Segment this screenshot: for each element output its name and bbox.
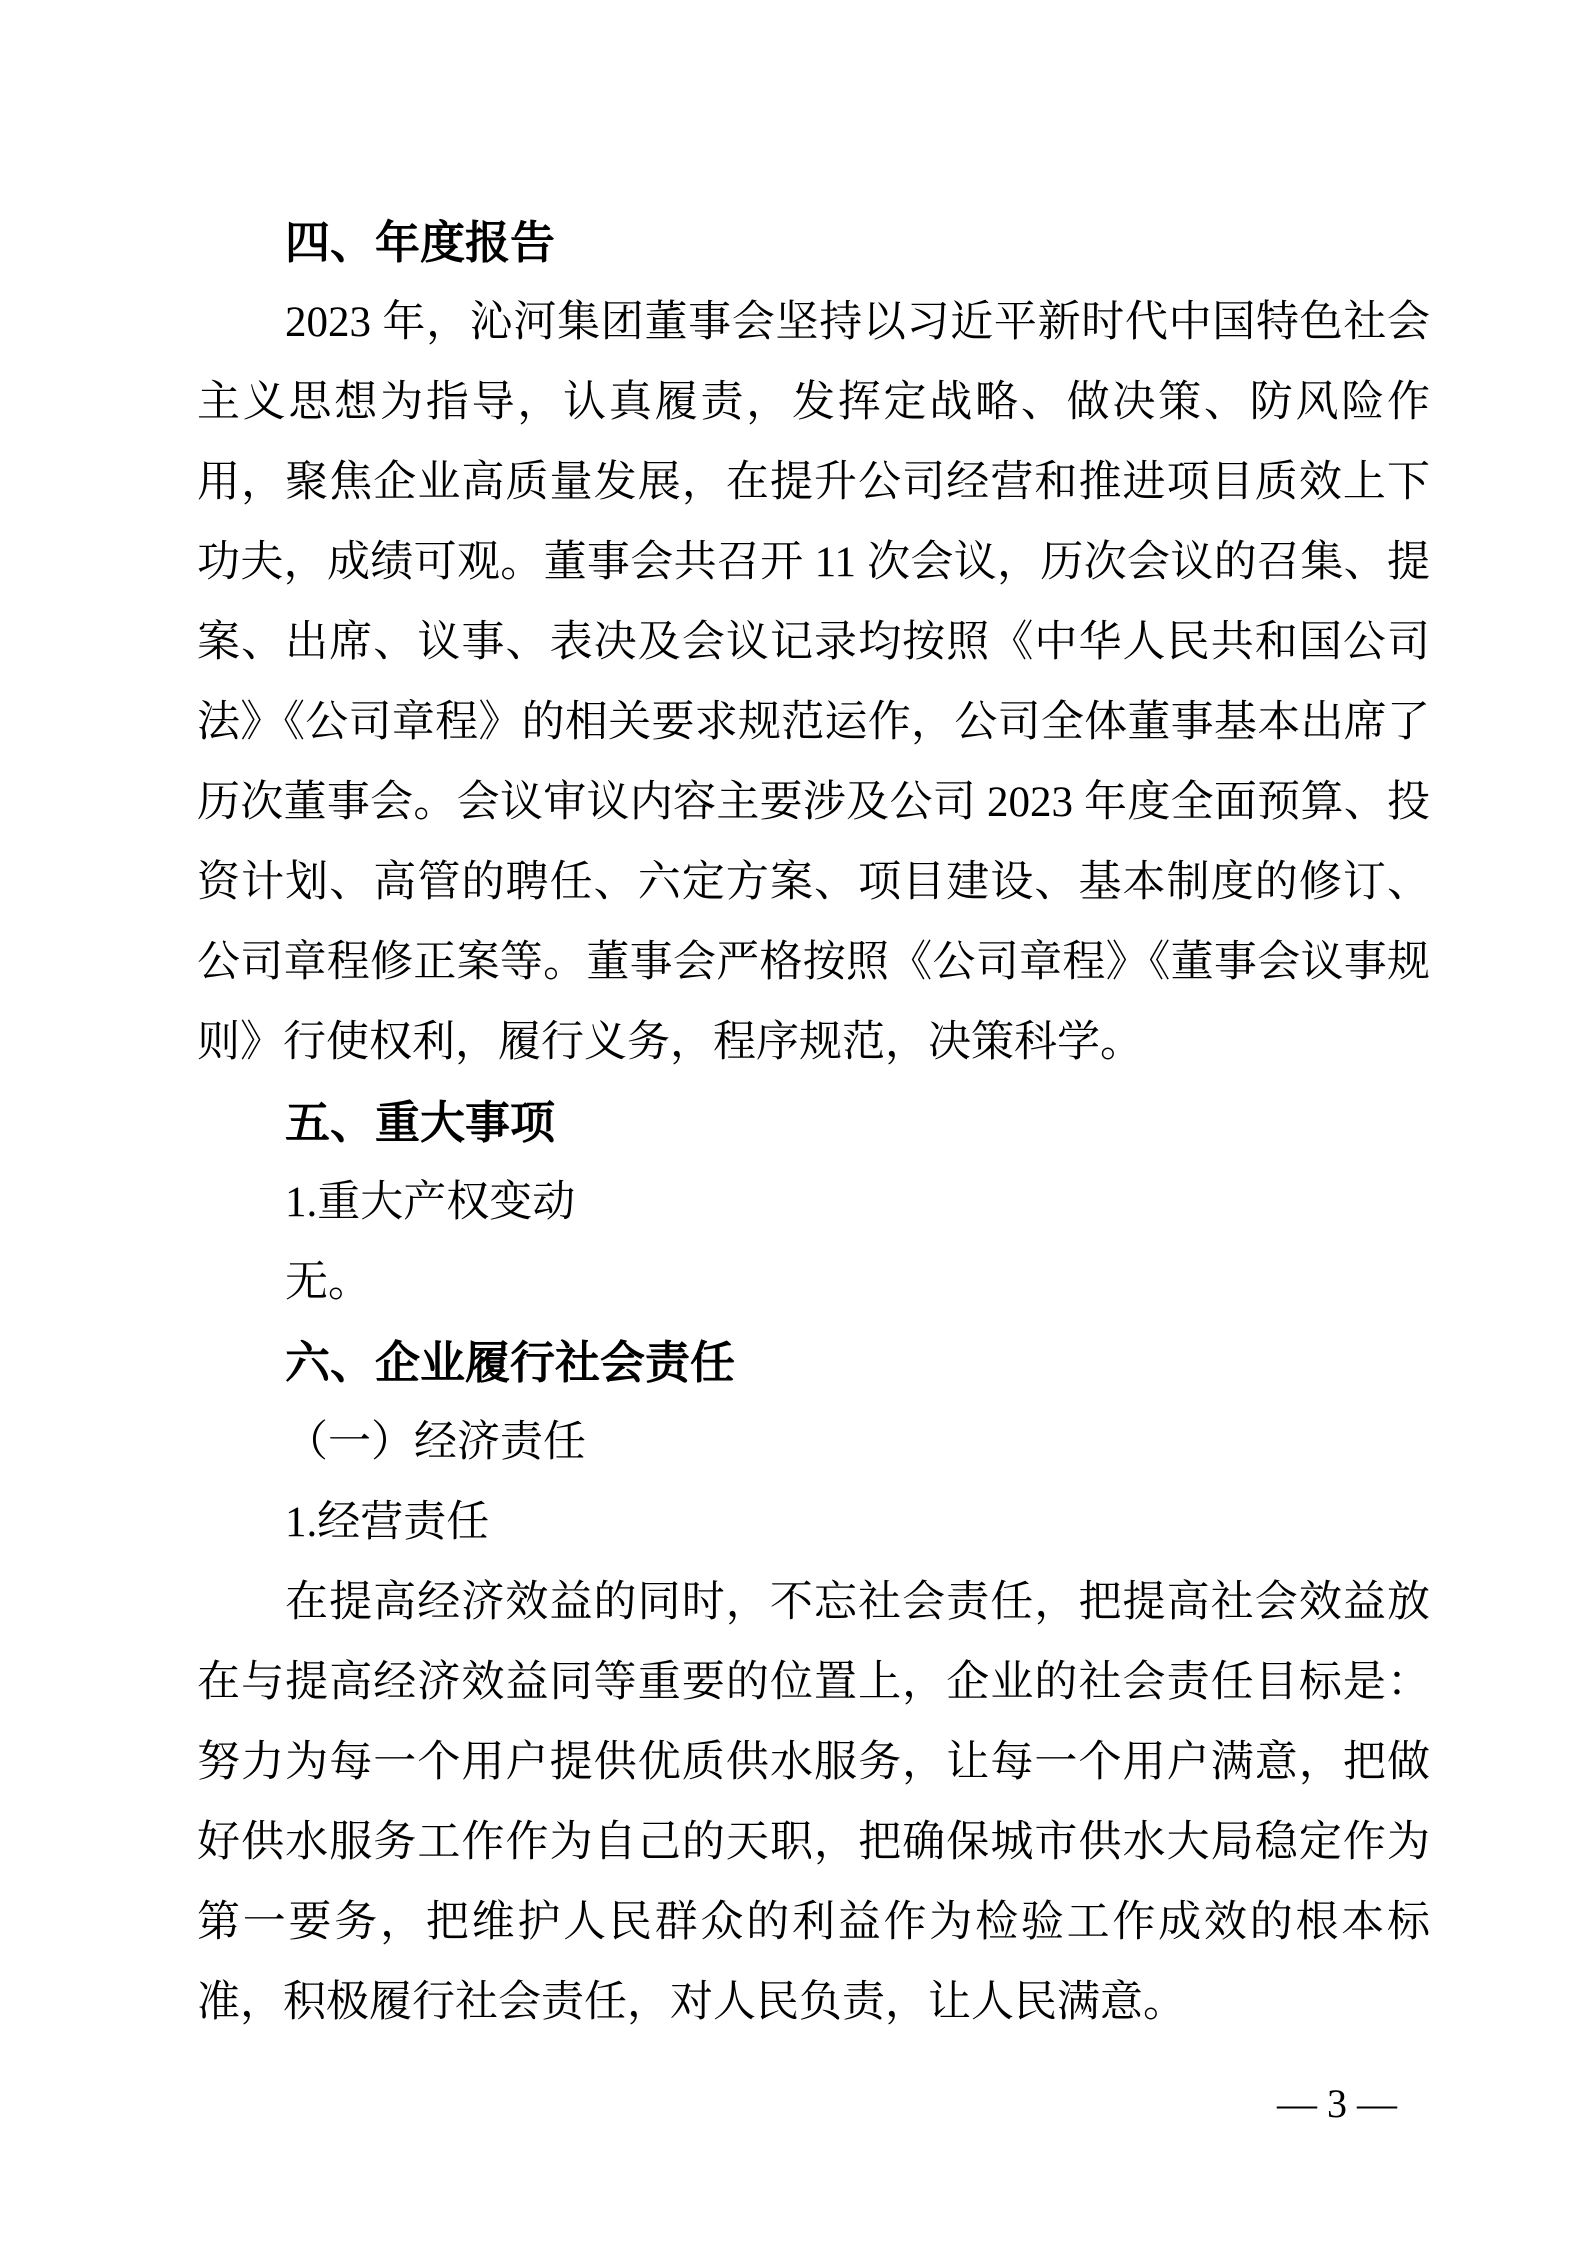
- section-heading: 四、年度报告: [285, 217, 556, 268]
- sub-item: 1.重大产权变动: [285, 1179, 576, 1226]
- document-body: [197, 203, 1430, 2043]
- sub-heading: （一）经济责任: [285, 1419, 586, 1466]
- sub-item: 无。: [285, 1259, 371, 1306]
- section-heading: 五、重大事项: [285, 1097, 556, 1148]
- section-heading: 六、企业履行社会责任: [285, 1337, 736, 1388]
- body-paragraph: 在提高经济效益的同时，不忘社会责任，把提高社会效益放在与提高经济效益同等重要的位置上，企业的社会责任目标是：努力为每一个用户提供优质供水服务，让每一个用户满意，把做好供水服务工作作为自己的天职，把确保城市供水大局稳定作为第一要务，把维护人民群众的利益作为检验工作成效的根本标准，积极履行社会责任，对人民负责，让人民满意。: [197, 1579, 1430, 2026]
- page-number: — 3 —: [1277, 2081, 1397, 2126]
- body-paragraph: 2023 年，沁河集团董事会坚持以习近平新时代中国特色社会主义思想为指导，认真履责，发挥定战略、做决策、防风险作用，聚焦企业高质量发展，在提升公司经营和推进项目质效上下功夫，成绩可观。董事会共召开 11 次会议，历次会议的召集、提案、出席、议事、表决及会议记录均按照《中华人民共和国公司法》《公司章程》的相关要求规范运作，公司全体董事基本出席了历次董事会。会议审议内容主要涉及公司 2023 年度全面预算、投资计划、高管的聘任、六定方案、项目建设、基本制度的修订、公司章程修正案等。董事会严格按照《公司章程》《董事会议事规则》行使权利，履行义务，程序规范，决策科学。: [197, 299, 1430, 1066]
- sub-item: 1.经营责任: [285, 1499, 490, 1546]
